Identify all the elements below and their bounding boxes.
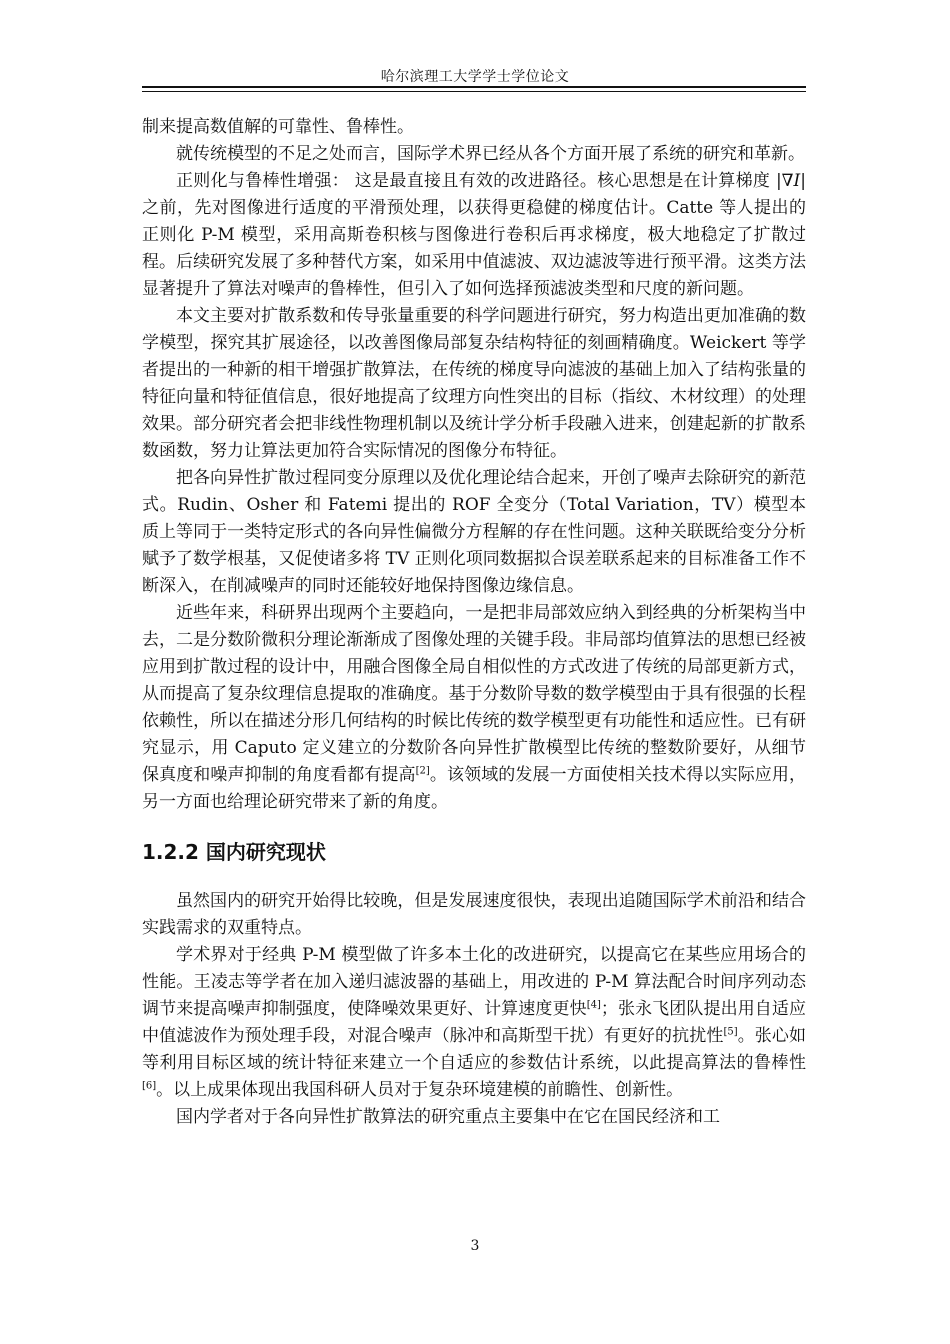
paragraph-variational: 把各向异性扩散过程同变分原理以及优化理论结合起来，开创了噪声去除研究的新范式。Rudin、Osher 和 Fatemi 提出的 ROF 全变分（Total Variation，TV）模型本质上等同于一类特定形式的各向异性偏微分方程解的存在性问题。这种关联既给变分分析赋予了数学根基，又促使诸多将 TV 正则化项同数据拟合误差联系起来的目标准备工作不断深入，在削减噪声的同时还能较好地保持图像边缘信息。 <box>142 468 806 596</box>
gradient-formula: |∇I| <box>775 171 806 191</box>
paragraph-domestic-intro: 虽然国内的研究开始得比较晚，但是发展速度很快，表现出追随国际学术前沿和结合实践需求的双重特点。 <box>142 891 806 938</box>
regularization-text-2: 之前，先对图像进行适度的平滑预处理，以获得更稳健的梯度估计。Catte 等人提出的正则化 P-M 模型，采用高斯卷积核与图像进行卷积后再求梯度，极大地稳定了扩散过程。后续研究发展了多种替代方案，如采用中值滤波、双边滤波等进行预平滑。这类方法显著提升了算法对噪声的鲁棒性，但引入了如何选择预滤波类型和尺度的新问题。 <box>142 198 806 299</box>
domestic-text-3: 。张心如等利用目标区域的统计特征来建立一个自适应的参数估计系统，以此提高算法的鲁棒性 <box>142 1026 807 1073</box>
trends-text-1: 近些年来，科研界出现两个主要趋向，一是把非局部效应纳入到经典的分析架构当中去，二是分数阶微积分理论渐渐成了图像处理的关键手段。非局部均值算法的思想已经被应用到扩散过程的设计中，用融合图像全局自相似性的方式改进了传统的局部更新方式，从而提高了复杂纹理信息提取的准确度。基于分数阶导数的数学模型由于具有很强的长程依赖性，所以在描述分形几何结构的时候比传统的数学模型更有功能性和适应性。已有研究显示，用 Caputo 定义建立的分数阶各向异性扩散模型比传统的整数阶要好，从细节保真度和噪声抑制的角度看都有提高 <box>142 603 806 785</box>
paragraph-continuation: 制来提高数值解的可靠性、鲁棒性。 <box>142 117 414 137</box>
citation-6: [6] <box>142 1080 157 1092</box>
page-body <box>142 114 806 1131</box>
paragraph-domestic-pm <box>142 942 806 1104</box>
header-rule-thin <box>142 91 806 92</box>
paragraph-regularization <box>142 168 806 303</box>
citation-2: [2] <box>415 765 430 777</box>
citation-5: [5] <box>723 1026 738 1038</box>
header-title: 哈尔滨理工大学学士学位论文 <box>380 69 570 85</box>
paragraph-domestic-focus: 国内学者对于各向异性扩散算法的研究重点主要集中在它在国民经济和工 <box>176 1107 720 1127</box>
citation-4: [4] <box>586 999 601 1011</box>
regularization-text-1: 正则化与鲁棒性增强： 这是最直接且有效的改进路径。核心思想是在计算梯度 <box>176 171 776 191</box>
paragraph-diffusion-coefficient: 本文主要对扩散系数和传导张量重要的科学问题进行研究，努力构造出更加准确的数学模型，探究其扩展途径，以改善图像局部复杂结构特征的刻画精确度。Weickert 等学者提出的一种新的相干增强扩散算法，在传统的梯度导向滤波的基础上加入了结构张量的特征向量和特征值信息，很好地提高了纹理方向性突出的目标（指纹、木材纹理）的处理效果。部分研究者会把非线性物理机制以及统计学分析手段融入进来，创建起新的扩散系数函数，努力让算法更加符合实际情况的图像分布特征。 <box>142 306 806 461</box>
domestic-text-1: 学术界对于经典 P-M 模型做了许多本土化的改进研究，以提高它在某些应用场合的性能。王凌志等学者在加入递归滤波器的基础上，用改进的 P-M 算法配合时间序列动态调节来提高噪声抑制强度，使降噪效果更好、计算速度更快 <box>142 945 806 1019</box>
section-heading: 1.2.2 国内研究现状 <box>142 840 326 864</box>
domestic-text-2: ；张永飞团队提出用自适应中值滤波作为预处理手段，对混合噪声（脉冲和高斯型干扰）有更好的抗扰性 <box>142 999 807 1046</box>
trends-text-2: 。该领域的发展一方面使相关技术得以实际应用，另一方面也给理论研究带来了新的角度。 <box>142 765 807 812</box>
paragraph-intro: 就传统模型的不足之处而言，国际学术界已经从各个方面开展了系统的研究和革新。 <box>176 144 805 164</box>
paragraph-recent-trends <box>142 600 806 816</box>
page-number: 3 <box>470 1238 480 1254</box>
header-rule-thick <box>142 86 806 88</box>
domestic-text-4: 。以上成果体现出我国科研人员对于复杂环境建模的前瞻性、创新性。 <box>156 1080 684 1100</box>
